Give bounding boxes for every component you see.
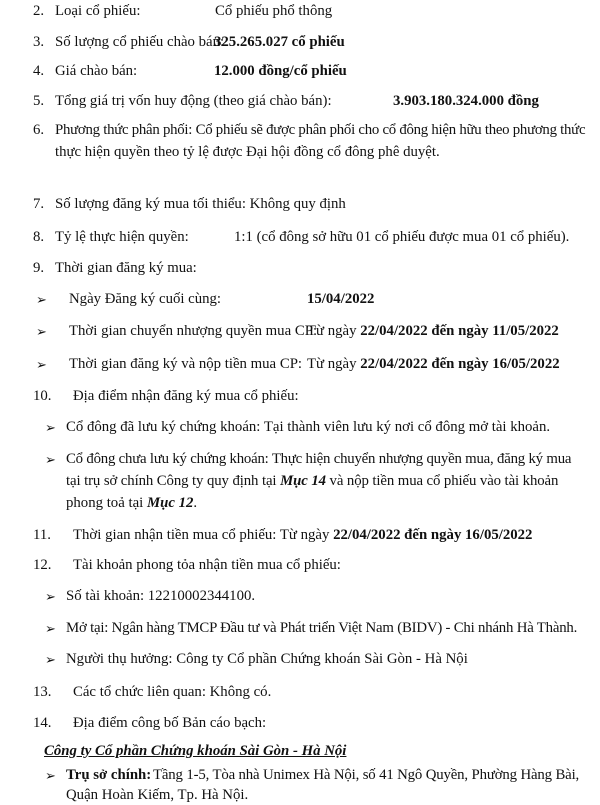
item-text: Phương thức phân phối: Cổ phiếu sẽ được phân phối cho cổ đông hiện hữu theo phương thức — [55, 122, 586, 138]
item-value: 325.265.027 cổ phiếu — [214, 34, 345, 50]
item-number: 7. — [33, 196, 45, 212]
arrow-bullet-icon: ➢ — [36, 324, 47, 339]
item-number: 3. — [33, 34, 45, 50]
bullet-text: Người thụ hưởng: Công ty Cổ phần Chứng khoán Sài Gòn - Hà Nội — [66, 651, 468, 667]
bullet-text: Cổ đông chưa lưu ký chứng khoán: Thực hiện chuyển nhượng quyền mua, đăng ký mua — [66, 451, 572, 467]
item-text: thực hiện quyền theo tỷ lệ được Đại hội đồng cổ đông phê duyệt. — [55, 144, 440, 160]
item-label: Loại cổ phiếu: — [55, 3, 141, 19]
item-number: 12. — [33, 557, 52, 573]
item-text: Tài khoản phong tỏa nhận tiền mua cổ phiếu: — [73, 557, 341, 573]
item-number: 10. — [33, 388, 52, 404]
item-text: Địa điểm nhận đăng ký mua cổ phiếu: — [73, 388, 299, 404]
item-label: Giá chào bán: — [55, 63, 138, 79]
bullet-text: Cổ đông đã lưu ký chứng khoán: Tại thành viên lưu ký nơi cổ đông mở tài khoản. — [66, 419, 551, 435]
hq-address: Tầng 1-5, Tòa nhà Unimex Hà Nội, số 41 Ngô Quyền, Phường Hàng Bài, — [153, 767, 580, 783]
arrow-bullet-icon: ➢ — [45, 768, 56, 783]
bullet-label: Thời gian đăng ký và nộp tiền mua CP: — [69, 356, 303, 372]
arrow-bullet-icon: ➢ — [45, 652, 56, 667]
item-number: 14. — [33, 715, 52, 731]
arrow-bullet-icon: ➢ — [36, 292, 47, 307]
item-label: Tỷ lệ thực hiện quyền: — [55, 229, 189, 245]
item-number: 2. — [33, 3, 45, 19]
bullet-label: Ngày Đăng ký cuối cùng: — [69, 291, 222, 307]
item-label: Tổng giá trị vốn huy động (theo giá chào bán): — [55, 93, 332, 109]
item-text: Địa điểm công bố Bản cáo bạch: — [73, 715, 267, 731]
bullet-text: Số tài khoản: 12210002344100. — [66, 588, 256, 604]
item-number: 5. — [33, 93, 45, 109]
item-value: Cổ phiếu phổ thông — [215, 3, 333, 19]
arrow-bullet-icon: ➢ — [36, 357, 47, 372]
item-number: 4. — [33, 63, 45, 79]
arrow-bullet-icon: ➢ — [45, 589, 56, 604]
bullet-value: Từ ngày 22/04/2022 đến ngày 16/05/2022 — [307, 356, 560, 372]
arrow-bullet-icon: ➢ — [45, 621, 56, 636]
item-label: Số lượng cổ phiếu chào bán: — [55, 34, 225, 50]
arrow-bullet-icon: ➢ — [45, 420, 56, 435]
bullet-value: 15/04/2022 — [307, 291, 375, 307]
item-text: Các tổ chức liên quan: Không có. — [73, 684, 272, 700]
item-text: Số lượng đăng ký mua tối thiểu: Không quy định — [55, 196, 346, 212]
hq-label: Trụ sở chính: — [66, 767, 152, 783]
item-value: 3.903.180.324.000 đồng — [393, 93, 539, 109]
arrow-bullet-icon: ➢ — [45, 452, 56, 467]
hq-address: Quận Hoàn Kiếm, Tp. Hà Nội. — [66, 787, 249, 803]
item-number: 8. — [33, 229, 45, 245]
item-value: 1:1 (cổ đông sở hữu 01 cổ phiếu được mua 01 cổ phiếu). — [234, 229, 570, 245]
item-value: 12.000 đồng/cổ phiếu — [214, 63, 347, 79]
item-number: 11. — [33, 527, 51, 543]
item-number: 6. — [33, 122, 45, 138]
bullet-text: Mở tại: Ngân hàng TMCP Đầu tư và Phát triển Việt Nam (BIDV) - Chi nhánh Hà Thành. — [66, 620, 578, 636]
company-name: Công ty Cổ phần Chứng khoán Sài Gòn - Hà Nội — [44, 743, 347, 759]
bullet-text: tại trụ sở chính Công ty quy định tại Mục 14 và nộp tiền mua cổ phiếu vào tài khoản — [66, 473, 559, 489]
bullet-text: phong toả tại Mục 12. — [66, 495, 198, 511]
bullet-value: Từ ngày 22/04/2022 đến ngày 11/05/2022 — [307, 323, 559, 339]
item-number: 13. — [33, 684, 52, 700]
bullet-label: Thời gian chuyển nhượng quyền mua CP: — [69, 323, 318, 339]
item-text: Thời gian đăng ký mua: — [55, 260, 197, 276]
item-number: 9. — [33, 260, 45, 276]
item-text: Thời gian nhận tiền mua cổ phiếu: Từ ngày 22/04/2022 đến ngày 16/05/2022 — [73, 527, 533, 543]
